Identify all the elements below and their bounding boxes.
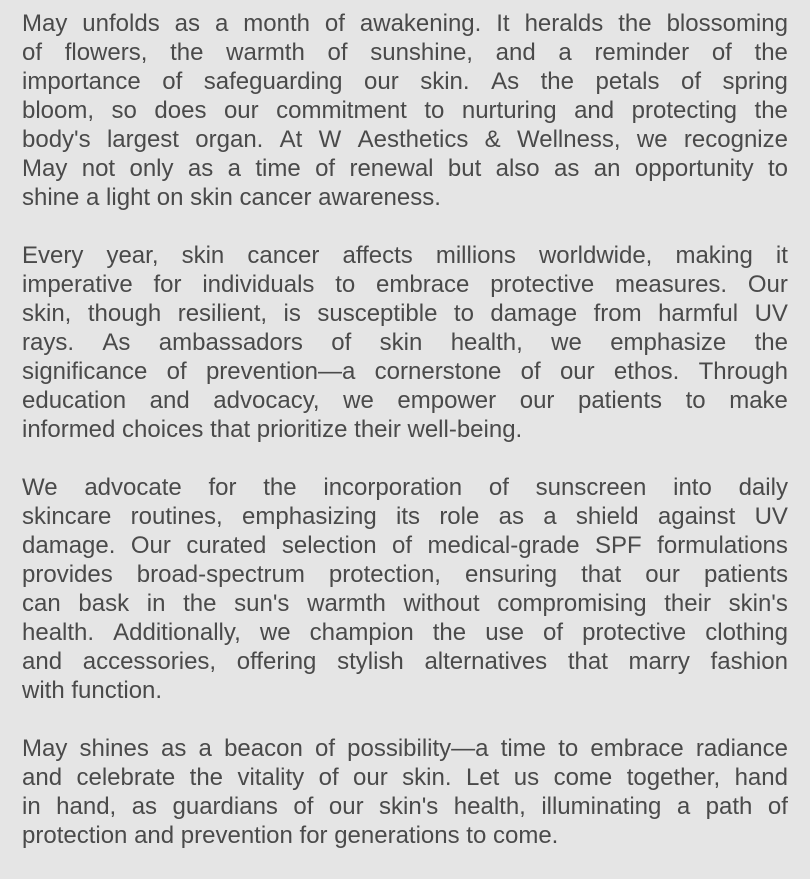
text-line: bloom, so does our commitment to nurturing and protecting the [22,97,788,124]
paragraph-intro [22,9,788,212]
text-line: May not only as a time of renewal but also as an opportunity to [22,155,788,182]
text-line: rays. As ambassadors of skin health, we emphasize the [22,329,788,356]
text-line: damage. Our curated selection of medical-grade SPF formulations [22,532,788,559]
text-line: informed choices that prioritize their well-being. [22,416,523,443]
text-line: imperative for individuals to embrace protective measures. Our [22,271,788,298]
text-line: Every year, skin cancer affects millions worldwide, making it [22,242,788,269]
text-line: provides broad-spectrum protection, ensuring that our patients [22,561,788,588]
text-line: and celebrate the vitality of our skin. Let us come together, hand [22,764,788,791]
text-line: May shines as a beacon of possibility—a time to embrace radiance [22,735,788,762]
text-line: importance of safeguarding our skin. As the petals of spring [22,68,788,95]
text-line: body's largest organ. At W Aesthetics & Wellness, we recognize [22,126,788,153]
text-line: shine a light on skin cancer awareness. [22,184,441,211]
text-line: May unfolds as a month of awakening. It heralds the blossoming [22,10,788,37]
text-line: education and advocacy, we empower our patients to make [22,387,788,414]
text-line: in hand, as guardians of our skin's health, illuminating a path of [22,793,788,820]
paragraph-closing [22,734,788,850]
text-line: protection and prevention for generations to come. [22,822,559,849]
article-body [22,9,788,879]
text-line: health. Additionally, we champion the use of protective clothing [22,619,788,646]
paragraph-sunscreen [22,473,788,705]
text-line: with function. [22,677,163,704]
text-line: and accessories, offering stylish alternatives that marry fashion [22,648,788,675]
text-line: We advocate for the incorporation of sunscreen into daily [22,474,788,501]
text-line: significance of prevention—a cornerstone of our ethos. Through [22,358,788,385]
text-line: of flowers, the warmth of sunshine, and a reminder of the [22,39,788,66]
text-line: skincare routines, emphasizing its role as a shield against UV [22,503,788,530]
text-line: can bask in the sun's warmth without compromising their skin's [22,590,788,617]
paragraph-skin-cancer [22,241,788,444]
text-line: skin, though resilient, is susceptible to damage from harmful UV [22,300,788,327]
